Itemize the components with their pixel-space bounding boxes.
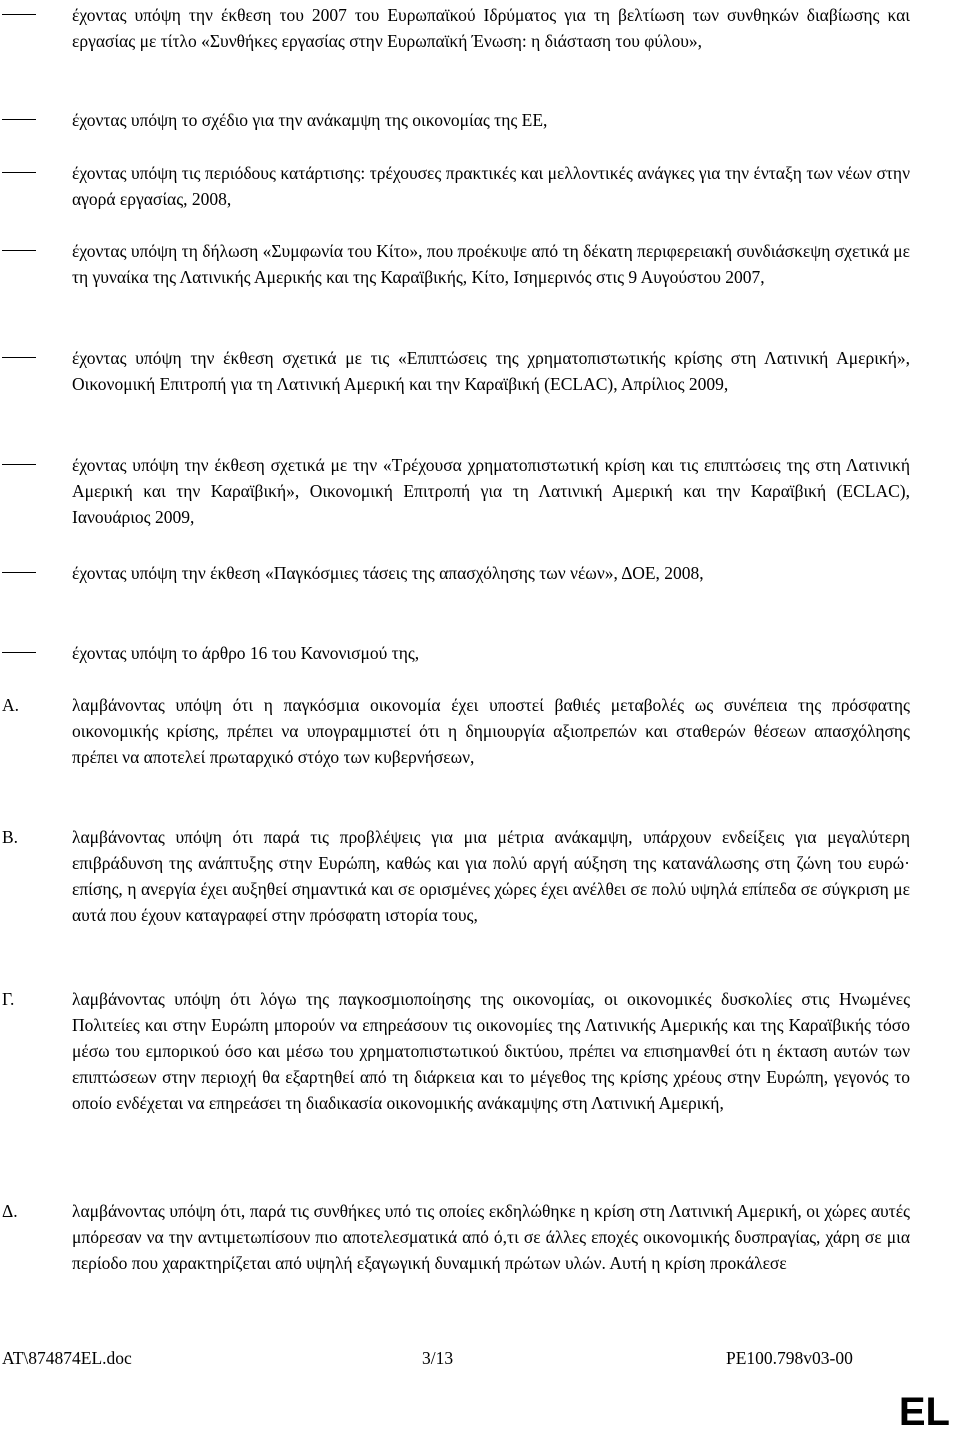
item-text: λαμβάνοντας υπόψη ότι, παρά τις συνθήκες υπό τις οποίες εκδηλώθηκε η κρίση στη Λατινική Αμερική, οι χώρες αυτές μπόρεσαν να την αντιμετωπίσουν πιο αποτελεσματικά από ό,τι σε άλλες εποχές οικονομικής δυσπραγίας, χάρη σε μια περίοδο που χαρακτηρίζεται από υψηλή εξαγωγική δυναμική πρώτων υλών. Αυτή η κρίση προκάλεσε — [72, 1201, 910, 1273]
footer-filename: AT\874874EL.doc — [2, 1348, 132, 1368]
item-text: λαμβάνοντας υπόψη ότι η παγκόσμια οικονομία έχει υποστεί βαθιές μεταβολές ως συνέπεια της πρόσφατης οικονομικής κρίσης, πρέπει να υπογραμμιστεί ότι η δημιουργία αξιοπρεπών και σταθερών θέσεων απασχόλησης πρέπει να αποτελεί πρωταρχικό στόχο των κυβερνήσεων, — [72, 695, 910, 767]
item-text: έχοντας υπόψη την έκθεση «Παγκόσμιες τάσεις της απασχόλησης των νέων», ΔΟΕ, 2008, — [72, 563, 704, 583]
item-text: έχοντας υπόψη την έκθεση σχετικά με την «Τρέχουσα χρηματοπιστωτική κρίση και τις επιπτώσεις της στη Λατινική Αμερική και την Καραϊβική», Οικονομική Επιτροπή για τη Λατινική Αμερική και την Καραϊβική (ECLAC), Ιανουάριος 2009, — [72, 455, 910, 527]
item-text: λαμβάνοντας υπόψη ότι παρά τις προβλέψεις για μια μέτρια ανάκαμψη, υπάρχουν ενδείξεις για μεγαλύτερη επιβράδυνση της ανάπτυξης στην Ευρώπη, καθώς και για πολύ αργή αύξηση της κατανάλωσης στη ζώνη του ευρώ· επίσης, η ανεργία έχει αυξηθεί σημαντικά και σε ορισμένες χώρες έχει ανέλθει σε πολύ υψηλά επίπεδα σε σύγκριση με αυτά που έχουν καταγραφεί στην πρόσφατη ιστορία τους, — [72, 827, 910, 925]
recital-letter: Α. — [2, 695, 20, 715]
dash-bullet — [2, 652, 36, 653]
dash-bullet — [2, 464, 36, 465]
footer-page-number: 3/13 — [422, 1348, 454, 1368]
recital-letter: Β. — [2, 827, 19, 847]
item-text: έχοντας υπόψη την έκθεση σχετικά με τις «Επιπτώσεις της χρηματοπιστωτικής κρίσης στη Λατινική Αμερική», Οικονομική Επιτροπή για τη Λατινική Αμερική και την Καραϊβική (ECLAC), Απρίλιος 2009, — [72, 348, 910, 394]
dash-bullet — [2, 357, 36, 358]
item-text: έχοντας υπόψη το σχέδιο για την ανάκαμψη της οικονομίας της ΕΕ, — [72, 110, 548, 130]
language-code: EL — [898, 1390, 950, 1434]
recital-letter: Δ. — [2, 1201, 18, 1221]
item-text: έχοντας υπόψη την έκθεση του 2007 του Ευρωπαϊκού Ιδρύματος για τη βελτίωση των συνθηκών διαβίωσης και εργασίας με τίτλο «Συνθήκες εργασίας στην Ευρωπαϊκή Ένωση: η διάσταση του φύλου», — [72, 5, 910, 51]
dash-bullet — [2, 119, 36, 120]
page-footer — [0, 1345, 960, 1375]
recital-letter: Γ. — [2, 989, 15, 1009]
dash-bullet — [2, 172, 36, 173]
footer-reference: PE100.798v03-00 — [726, 1348, 853, 1368]
item-text: έχοντας υπόψη τη δήλωση «Συμφωνία του Κίτο», που προέκυψε από τη δέκατη περιφερειακή συνδιάσκεψη σχετικά με τη γυναίκα της Λατινικής Αμερικής και της Καραϊβικής, Κίτο, Ισημερινός στις 9 Αυγούστου 2007, — [72, 241, 910, 287]
dash-bullet — [2, 250, 36, 251]
item-text: λαμβάνοντας υπόψη ότι λόγω της παγκοσμιοποίησης της οικονομίας, οι οικονομικές δυσκολίες στις Ηνωμένες Πολιτείες και στην Ευρώπη μπορούν να επηρεάσουν τις οικονομίες της Λατινικής Αμερικής και της Καραϊβικής τόσο μέσω του εμπορικού όσο και μέσω του χρηματοπιστωτικού δικτύου, πρέπει να επισημανθεί ότι η έκταση αυτών των επιπτώσεων στην περιοχή θα εξαρτηθεί από τη διάρκεια και το μέγεθος της κρίσης χρέους στην Ευρώπη, γεγονός το οποίο ενδέχεται να επηρεάσει τη διαδικασία οικονομικής ανάκαμψης στη Λατινική Αμερική, — [72, 989, 910, 1113]
dash-bullet — [2, 572, 36, 573]
item-text: έχοντας υπόψη τις περιόδους κατάρτισης: τρέχουσες πρακτικές και μελλοντικές ανάγκες για την ένταξη των νέων στην αγορά εργασίας, 2008, — [72, 163, 910, 209]
item-text: έχοντας υπόψη το άρθρο 16 του Κανονισμού της, — [72, 643, 420, 663]
dash-bullet — [2, 14, 36, 15]
